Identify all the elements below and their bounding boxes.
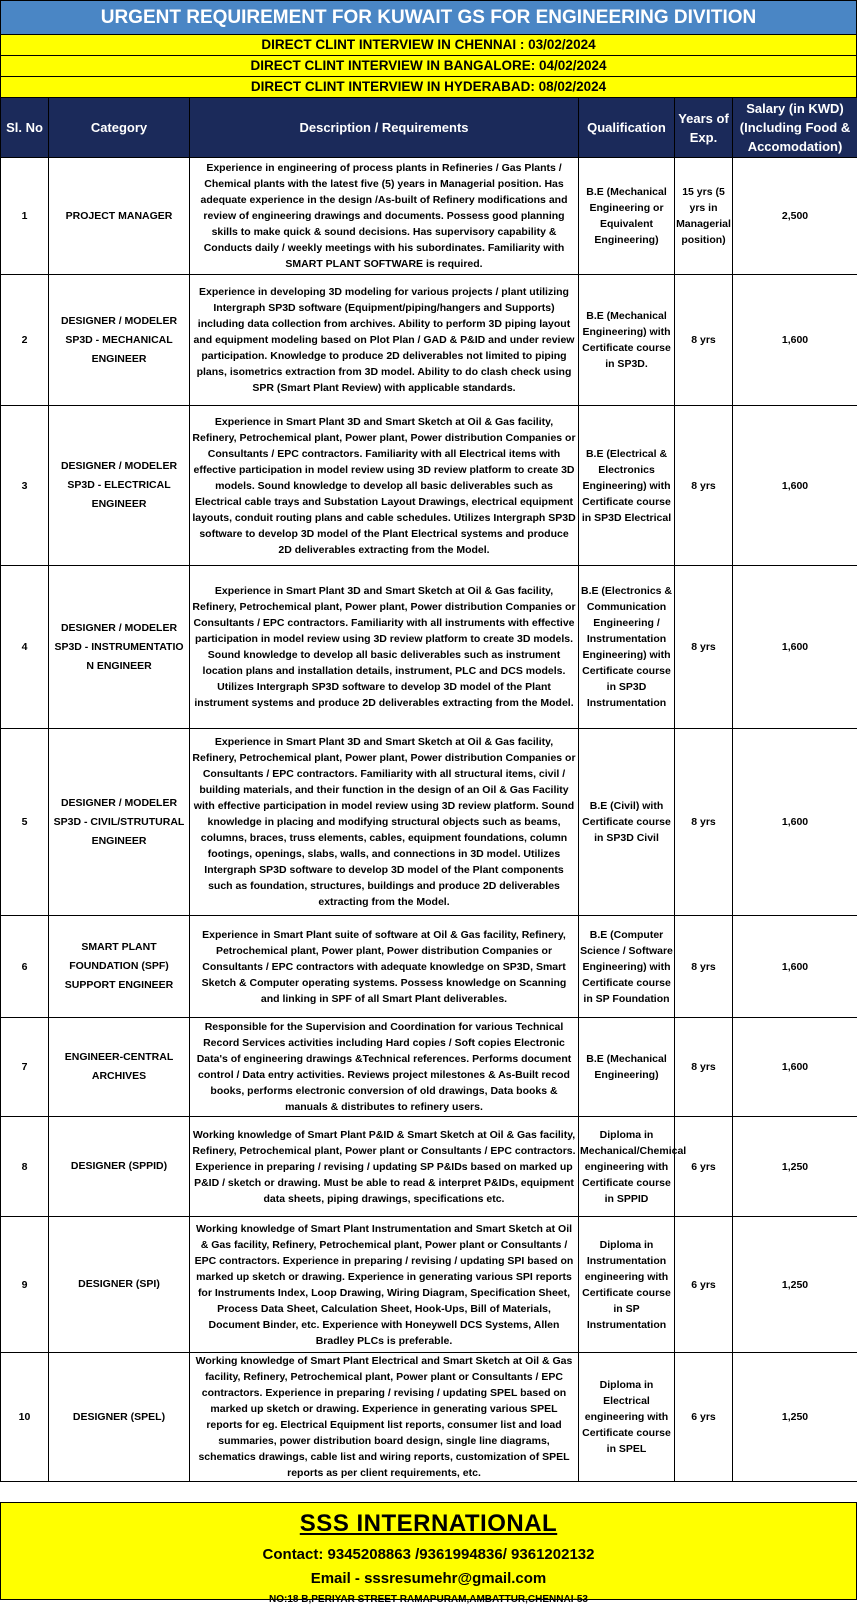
row-number: 5 bbox=[1, 729, 49, 916]
experience-cell: 8 yrs bbox=[675, 566, 733, 729]
company-name: SSS INTERNATIONAL bbox=[1, 1509, 856, 1539]
table-row bbox=[1, 275, 857, 406]
qualification-cell: B.E (Mechanical Engineering or Equivalent Engineering) bbox=[579, 158, 675, 275]
description-cell: Experience in engineering of process plants in Refineries / Gas Plants / Chemical plants with the latest five (5) years in Managerial position. Has adequate experience in the design /As-built of Refinery modifications and review of engineering drawings and documents. Possess good planning skills to make quick & sound decisions. Has supervisory capability & Conducts daily / weekly meetings with his subordinates. Familiarity with SMART PLANT SOFTWARE is required. bbox=[190, 158, 579, 275]
salary-cell: 1,600 bbox=[733, 406, 857, 566]
row-number: 4 bbox=[1, 566, 49, 729]
contact-phones: Contact: 9345208863 /9361994836/ 9361202132 bbox=[1, 1545, 856, 1565]
table-row bbox=[1, 406, 857, 566]
experience-cell: 8 yrs bbox=[675, 406, 733, 566]
category-cell: ENGINEER-CENTRAL ARCHIVES bbox=[49, 1018, 190, 1117]
salary-cell: 1,600 bbox=[733, 916, 857, 1018]
interview-chennai: DIRECT CLINT INTERVIEW IN CHENNAI : 03/02/2024 bbox=[0, 34, 857, 56]
table-row bbox=[1, 729, 857, 916]
salary-cell: 1,600 bbox=[733, 275, 857, 406]
column-header-sl-no: Sl. No bbox=[1, 98, 49, 158]
interview-bangalore: DIRECT CLINT INTERVIEW IN BANGALORE: 04/02/2024 bbox=[0, 55, 857, 77]
row-number: 9 bbox=[1, 1217, 49, 1353]
category-cell: PROJECT MANAGER bbox=[49, 158, 190, 275]
qualification-cell: B.E (Computer Science / Software Engineering) with Certificate course in SP Foundation bbox=[579, 916, 675, 1018]
table-row bbox=[1, 566, 857, 729]
company-address: NO:18 B,PERIYAR STREET RAMAPURAM,AMBATTUR,CHENNAI-53 bbox=[1, 1593, 856, 1606]
qualification-cell: B.E (Civil) with Certificate course in SP3D Civil bbox=[579, 729, 675, 916]
row-number: 3 bbox=[1, 406, 49, 566]
salary-cell: 2,500 bbox=[733, 158, 857, 275]
requirements-table bbox=[0, 97, 857, 1482]
experience-cell: 8 yrs bbox=[675, 1018, 733, 1117]
column-header-qualification: Qualification bbox=[579, 98, 675, 158]
row-number: 2 bbox=[1, 275, 49, 406]
category-cell: DESIGNER / MODELER SP3D - MECHANICAL ENGINEER bbox=[49, 275, 190, 406]
salary-cell: 1,600 bbox=[733, 1018, 857, 1117]
qualification-cell: Diploma in Mechanical/Chemical engineering with Certificate course in SPPID bbox=[579, 1117, 675, 1217]
experience-cell: 6 yrs bbox=[675, 1217, 733, 1353]
row-number: 6 bbox=[1, 916, 49, 1018]
experience-cell: 8 yrs bbox=[675, 275, 733, 406]
category-cell: DESIGNER (SPPID) bbox=[49, 1117, 190, 1217]
table-row bbox=[1, 158, 857, 275]
column-header-category: Category bbox=[49, 98, 190, 158]
qualification-cell: Diploma in Electrical engineering with Certificate course in SPEL bbox=[579, 1353, 675, 1482]
qualification-cell: Diploma in Instrumentation engineering with Certificate course in SP Instrumentation bbox=[579, 1217, 675, 1353]
qualification-cell: B.E (Mechanical Engineering) with Certificate course in SP3D. bbox=[579, 275, 675, 406]
table-row bbox=[1, 1018, 857, 1117]
category-cell: SMART PLANT FOUNDATION (SPF) SUPPORT ENGINEER bbox=[49, 916, 190, 1018]
qualification-cell: B.E (Electrical & Electronics Engineering) with Certificate course in SP3D Electrical bbox=[579, 406, 675, 566]
description-cell: Experience in Smart Plant 3D and Smart Sketch at Oil & Gas facility, Refinery, Petrochemical plant, Power plant, Power distribution Companies or Consultants / EPC contractors. Familiarity with all structural items, civil / building materials, and their function in the design of an Oil & Gas Facility with effective participation in model review using 3D review platform. Sound knowledge in placing and modifying structural objects such as beams, columns, braces, truss elements, cables, equipment foundations, column footings, openings, slabs, walls, and connections in 3D model. Utilizes Intergraph SP3D software to develop 3D model of the Plant components such as foundation, structures, buildings and produce 2D deliverables extracting from the Model. bbox=[190, 729, 579, 916]
experience-cell: 8 yrs bbox=[675, 916, 733, 1018]
column-header-years: Years of Exp. bbox=[675, 98, 733, 158]
table-header-row bbox=[1, 98, 857, 158]
qualification-cell: B.E (Electronics & Communication Engineering / Instrumentation Engineering) with Certificate course in SP3D Instrumentation bbox=[579, 566, 675, 729]
description-cell: Responsible for the Supervision and Coordination for various Technical Record Services activities including Hard copies / Soft copies Electronic Data's of engineering drawings &Technical references. Performs document control / Data entry activities. Reviews project milestones & As-Built recod books, performs electronic conversion of old drawings, Data books & manuals & distributes to refinery users. bbox=[190, 1018, 579, 1117]
experience-cell: 8 yrs bbox=[675, 729, 733, 916]
category-cell: DESIGNER (SPEL) bbox=[49, 1353, 190, 1482]
row-number: 1 bbox=[1, 158, 49, 275]
table-row bbox=[1, 1353, 857, 1482]
salary-cell: 1,600 bbox=[733, 566, 857, 729]
column-header-salary: Salary (in KWD) (Including Food & Accomodation) bbox=[733, 98, 857, 158]
category-cell: DESIGNER / MODELER SP3D - INSTRUMENTATIO N ENGINEER bbox=[49, 566, 190, 729]
category-cell: DESIGNER (SPI) bbox=[49, 1217, 190, 1353]
description-cell: Working knowledge of Smart Plant P&ID & Smart Sketch at Oil & Gas facility, Refinery, Petrochemical plant, Power plant or Consultants / EPC contractors. Experience in preparing / revising / updating SP P&IDs based on marked up P&ID / sketch or drawing. Must be able to read & interpret P&IDs, equipment data sheets, piping drawings, specifications etc. bbox=[190, 1117, 579, 1217]
page-title: URGENT REQUIREMENT FOR KUWAIT GS FOR ENGINEERING DIVITION bbox=[0, 0, 857, 35]
description-cell: Working knowledge of Smart Plant Instrumentation and Smart Sketch at Oil & Gas facility, Refinery, Petrochemical plant, Power plant or Consultants / EPC contractors. Experience in preparing / revising / updating SPI based on marked up sketch or drawing. Experience in generating various SPI reports for Instruments Index, Loop Drawing, Wiring Diagram, Specification Sheet, Process Data Sheet, Calculation Sheet, Hook-Ups, Bill of Materials, Document Binder, etc. Experience with Honeywell DCS Systems, Allen Bradley PLCs is preferable. bbox=[190, 1217, 579, 1353]
salary-cell: 1,600 bbox=[733, 729, 857, 916]
description-cell: Working knowledge of Smart Plant Electrical and Smart Sketch at Oil & Gas facility, Refinery, Petrochemical plant, Power plant or Consultants / EPC contractors. Experience in preparing / revising / updating SPEL based on marked up sketch or drawing. Experience in generating various SPEL reports for eg. Electrical Equipment list reports, consumer list and load summaries, power distribution board design, single line diagrams, schematics drawings, cable list and wiring reports, customization of SPEL reports as per client requirements, etc. bbox=[190, 1353, 579, 1482]
row-number: 7 bbox=[1, 1018, 49, 1117]
description-cell: Experience in developing 3D modeling for various projects / plant utilizing Intergraph SP3D software (Equipment/piping/hangers and Supports) including data collection from archives. Ability to perform 3D piping layout and equipment modeling based on Plot Plan / GAD & P&ID and under review participation. Knowledge to produce 2D deliverables not limited to piping plans, isometrics extraction from 3D model. Ability to do clash check using SPR (Smart Plant Review) with applicable standards. bbox=[190, 275, 579, 406]
row-number: 8 bbox=[1, 1117, 49, 1217]
salary-cell: 1,250 bbox=[733, 1217, 857, 1353]
description-cell: Experience in Smart Plant 3D and Smart Sketch at Oil & Gas facility, Refinery, Petrochemical plant, Power plant, Power distribution Companies or Consultants / EPC contractors. Familiarity with all Electrical items with effective participation in model review using 3D review platform to create 3D models. Sound knowledge to develop all basic deliverables such as Electrical cable trays and Substation Layout Drawings, electrical equipment layouts, conduit routing plans and cable schedules. Utilizes Intergraph SP3D software to develop 3D model of the Plant Electrical systems and produce 2D deliverables extracting from the Model. bbox=[190, 406, 579, 566]
category-cell: DESIGNER / MODELER SP3D - ELECTRICAL ENGINEER bbox=[49, 406, 190, 566]
contact-email: Email - sssresumehr@gmail.com bbox=[1, 1569, 856, 1589]
experience-cell: 6 yrs bbox=[675, 1353, 733, 1482]
salary-cell: 1,250 bbox=[733, 1117, 857, 1217]
table-row bbox=[1, 1117, 857, 1217]
description-cell: Experience in Smart Plant 3D and Smart Sketch at Oil & Gas facility, Refinery, Petrochemical plant, Power plant, Power distribution Companies or Consultants / EPC contractors. Familiarity with all instruments with effective participation in model review using 3D review platform to create 3D models. Sound knowledge to develop all basic deliverables such as instrument location plans and installation details, instrument, PLC and DCS models. Utilizes Intergraph SP3D software to develop 3D model of the Plant instrument systems and produce 2D deliverables extracting from the Model. bbox=[190, 566, 579, 729]
column-header-description: Description / Requirements bbox=[190, 98, 579, 158]
experience-cell: 6 yrs bbox=[675, 1117, 733, 1217]
category-cell: DESIGNER / MODELER SP3D - CIVIL/STRUTURAL ENGINEER bbox=[49, 729, 190, 916]
table-row bbox=[1, 916, 857, 1018]
experience-cell: 15 yrs (5 yrs in Managerial position) bbox=[675, 158, 733, 275]
description-cell: Experience in Smart Plant suite of software at Oil & Gas facility, Refinery, Petrochemical plant, Power plant, Power distribution Companies or Consultants / EPC contractors with adequate knowledge on SP3D, Smart Sketch & Computer operating systems. Possess knowledge on Scanning and linking in SPF of all Smart Plant deliverables. bbox=[190, 916, 579, 1018]
row-number: 10 bbox=[1, 1353, 49, 1482]
interview-hyderabad: DIRECT CLINT INTERVIEW IN HYDERABAD: 08/02/2024 bbox=[0, 76, 857, 98]
footer bbox=[0, 1502, 857, 1600]
table-row bbox=[1, 1217, 857, 1353]
salary-cell: 1,250 bbox=[733, 1353, 857, 1482]
qualification-cell: B.E (Mechanical Engineering) bbox=[579, 1018, 675, 1117]
